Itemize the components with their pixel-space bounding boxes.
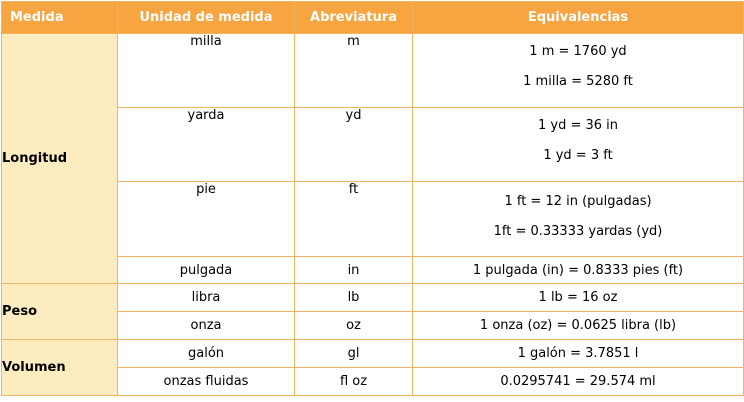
equivalencias-cell: 1 pulgada (in) = 0.8333 pies (ft) — [413, 257, 744, 284]
abreviatura-cell: ft — [295, 182, 413, 257]
unidad-cell: yarda — [118, 108, 295, 182]
abreviatura-cell: fl oz — [295, 368, 413, 396]
equivalencias-cell: 1 lb = 16 oz — [413, 284, 744, 312]
equivalencia-line: 1 milla = 5280 ft — [523, 74, 633, 89]
unidad-cell: onzas fluidas — [118, 368, 295, 396]
equivalencias-cell — [413, 182, 744, 257]
abreviatura-cell: yd — [295, 108, 413, 182]
unidad-cell: onza — [118, 312, 295, 340]
equivalencia-line: 1 yd = 3 ft — [543, 148, 613, 163]
unidad-cell: pulgada — [118, 257, 295, 284]
equivalencia-line: 1ft = 0.33333 yardas (yd) — [493, 224, 663, 239]
table-row — [2, 34, 744, 108]
abreviatura-cell: lb — [295, 284, 413, 312]
equivalencias-cell: 0.0295741 = 29.574 ml — [413, 368, 744, 396]
equivalencias-cell — [413, 108, 744, 182]
equivalencia-line: 1 ft = 12 in (pulgadas) — [504, 194, 652, 209]
equivalencias-cell — [413, 34, 744, 108]
unidad-cell: pie — [118, 182, 295, 257]
group-label-longitud: Longitud — [2, 34, 118, 284]
abreviatura-cell: in — [295, 257, 413, 284]
unidad-cell: galón — [118, 340, 295, 368]
units-table — [1, 1, 744, 396]
equivalencia-line: 1 yd = 36 in — [537, 118, 619, 133]
header-abreviatura: Abreviatura — [295, 2, 413, 34]
header-row — [2, 2, 744, 34]
abreviatura-cell: m — [295, 34, 413, 108]
header-medida: Medida — [2, 2, 118, 34]
abreviatura-cell: oz — [295, 312, 413, 340]
group-label-volumen: Volumen — [2, 340, 118, 396]
equivalencias-cell: 1 onza (oz) = 0.0625 libra (lb) — [413, 312, 744, 340]
group-label-peso: Peso — [2, 284, 118, 340]
header-unidad: Unidad de medida — [118, 2, 295, 34]
unidad-cell: libra — [118, 284, 295, 312]
equivalencias-cell: 1 galón = 3.7851 l — [413, 340, 744, 368]
unidad-cell: milla — [118, 34, 295, 108]
table-row — [2, 340, 744, 368]
header-equivalencias: Equivalencias — [413, 2, 744, 34]
abreviatura-cell: gl — [295, 340, 413, 368]
table-row — [2, 284, 744, 312]
equivalencia-line: 1 m = 1760 yd — [529, 44, 627, 59]
